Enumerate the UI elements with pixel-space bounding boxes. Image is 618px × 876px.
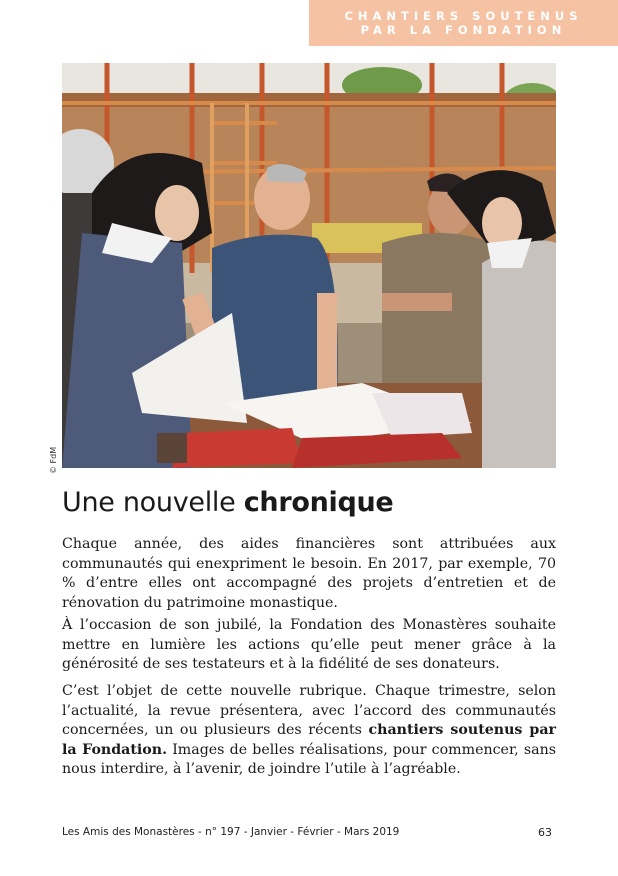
- photo-credit-text: © FdM: [49, 446, 58, 474]
- footer-publication: Les Amis des Monastères - n° 197 - Janvier - Février - Mars 2019: [62, 826, 400, 838]
- section-banner: [309, 0, 618, 46]
- banner-line-1: CHANTIERS SOUTENUS: [344, 9, 583, 23]
- page-number: 63: [538, 826, 552, 839]
- photo-credit: [47, 436, 63, 476]
- paragraph-3-part-2: Images de belles réalisations, pour commencer, sans nous interdire, à l’avenir, de joindre l’utile à l’agréable.: [62, 741, 556, 777]
- article-heading: [62, 487, 393, 518]
- paragraph-3-part-1: C’est l’objet de cette nouvelle rubrique. Chaque trimestre, selon l’actualité, la revue présentera, avec l’accord des communautés concernées, un ou plusieurs des récents: [62, 683, 556, 738]
- heading-bold: chronique: [243, 487, 394, 518]
- heading-normal: Une nouvelle: [62, 487, 244, 518]
- paragraph-2: À l’occasion de son jubilé, la Fondation des Monastères souhaite mettre en lumière les actions qu’elle peut mener grâce à la générosité de ses testateurs et à la fidélité de ses donateurs.: [62, 617, 556, 672]
- paragraph-3-bold: chantiers soutenus par la Fondation.: [62, 722, 556, 758]
- banner-line-2: PAR LA FONDATION: [360, 23, 567, 37]
- paragraph-1: Chaque année, des aides financières sont attribuées aux communautés qui enexpriment le besoin. En 2017, par exemple, 70 % d’entre elles ont accompagné des projets d’entretien et de rénovation du patrimoine monastique.: [62, 536, 556, 611]
- construction-site-photo: [62, 63, 556, 468]
- paragraph-3: [62, 682, 556, 780]
